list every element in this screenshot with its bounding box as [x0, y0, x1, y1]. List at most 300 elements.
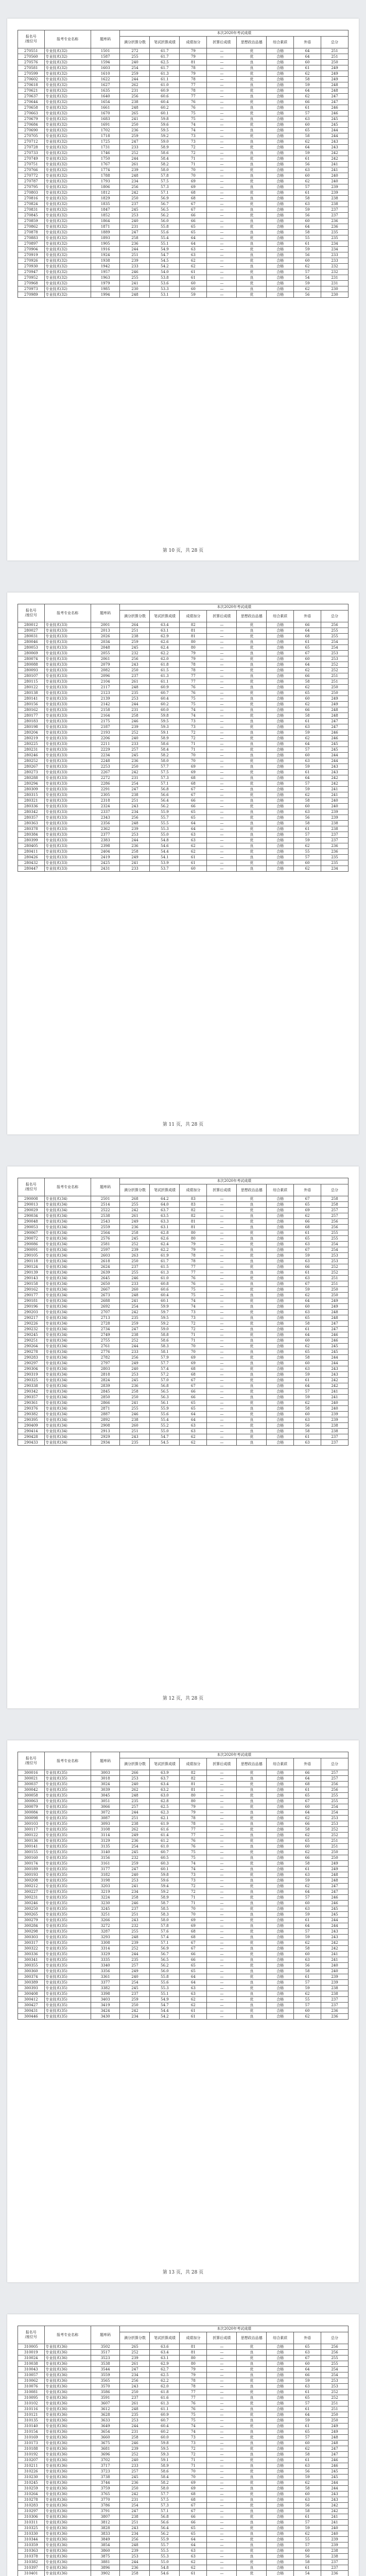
cell-score: 优: [237, 1816, 267, 1821]
cell-exam-no: 310359: [18, 2543, 45, 2548]
cell-score: —: [207, 622, 237, 628]
cell-score: 合格: [267, 2486, 294, 2492]
cell-major-name: 专业技术(34): [44, 1202, 91, 1208]
cell-score: 238: [321, 1429, 348, 1434]
cell-score: 54.2: [150, 264, 180, 269]
cell-score: 268: [120, 1196, 150, 1202]
cell-score: 63: [180, 1423, 207, 1429]
cell-score: 58: [294, 2486, 321, 2492]
cell-score: 72: [180, 1889, 207, 1895]
cell-bank-code: 2871: [91, 1406, 120, 1412]
cell-score: 242: [321, 2503, 348, 2509]
cell-score: —: [207, 1349, 237, 1355]
cell-exam-no: 280069: [18, 651, 45, 656]
cell-score: 良: [237, 1912, 267, 1918]
cell-score: 合格: [267, 741, 294, 747]
cell-score: —: [207, 1344, 237, 1349]
cell-major-name: 专业技术(36): [44, 2441, 91, 2446]
table-row: [18, 1804, 348, 1810]
cell-score: 良: [237, 1406, 267, 1412]
table-row: [18, 804, 348, 809]
cell-score: 64: [294, 54, 321, 60]
cell-major-name: 专业技术(32): [44, 116, 91, 122]
cell-score: 优: [237, 247, 267, 252]
cell-score: 优: [237, 679, 267, 685]
cell-bank-code: 2824: [91, 1378, 120, 1383]
cell-bank-code: 3266: [91, 1918, 120, 1923]
cell-major-name: 专业技术(36): [44, 2548, 91, 2554]
cell-major-name: 专业技术(35): [44, 2008, 91, 2014]
cell-score: 优: [237, 1355, 267, 1361]
header-sub-column: 笔试折算成绩: [150, 1758, 180, 1770]
cell-score: 251: [321, 1838, 348, 1844]
cell-score: 合格: [267, 230, 294, 235]
cell-score: 237: [321, 2565, 348, 2571]
cell-score: 245: [321, 1349, 348, 1355]
cell-major-name: 专业技术(33): [44, 781, 91, 787]
cell-score: 241: [321, 167, 348, 173]
cell-score: 良: [237, 1361, 267, 1366]
cell-bank-code: 2286: [91, 781, 120, 787]
cell-bank-code: 2123: [91, 690, 120, 696]
cell-score: 239: [120, 167, 150, 173]
cell-score: 良: [237, 2441, 267, 2446]
cell-score: 优: [237, 122, 267, 128]
cell-score: 78: [180, 2378, 207, 2384]
cell-score: 72: [180, 2452, 207, 2458]
cell-score: 合格: [267, 1327, 294, 1332]
cell-score: 70: [180, 758, 207, 764]
cell-exam-no: 310062: [18, 2378, 45, 2384]
table-row: [18, 2554, 348, 2560]
cell-exam-no: 270878: [18, 230, 45, 235]
cell-score: 54.5: [150, 1440, 180, 1446]
cell-exam-no: 290304: [18, 1366, 45, 1372]
cell-major-name: 专业技术(36): [44, 2537, 91, 2543]
table-row: [18, 634, 348, 639]
cell-score: 71: [180, 2458, 207, 2463]
cell-exam-no: 280122: [18, 685, 45, 690]
table-row: [18, 702, 348, 707]
cell-exam-no: 310264: [18, 2492, 45, 2497]
cell-score: 252: [120, 1338, 150, 1344]
cell-exam-no: 300122: [18, 1833, 45, 1838]
cell-score: 64: [294, 145, 321, 150]
cell-exam-no: 310397: [18, 2565, 45, 2571]
cell-score: 254: [321, 639, 348, 645]
cell-score: 65: [180, 815, 207, 821]
cell-score: 合格: [267, 849, 294, 855]
cell-score: 66: [180, 1389, 207, 1395]
cell-bank-code: 3287: [91, 1929, 120, 1935]
cell-score: 62: [294, 1293, 321, 1298]
cell-score: 良: [237, 275, 267, 281]
cell-major-name: 专业技术(35): [44, 1957, 91, 1963]
cell-score: 56.5: [150, 207, 180, 213]
cell-bank-code: 2248: [91, 758, 120, 764]
cell-score: 65: [180, 230, 207, 235]
cell-score: 255: [120, 1202, 150, 1208]
cell-score: 57.2: [150, 1372, 180, 1378]
cell-score: 57: [294, 111, 321, 116]
cell-score: 合格: [267, 1276, 294, 1281]
cell-score: 合格: [267, 685, 294, 690]
cell-bank-code: 2624: [91, 1264, 120, 1270]
cell-bank-code: 3308: [91, 1940, 120, 1946]
cell-exam-no: 280046: [18, 639, 45, 645]
cell-score: 良: [237, 1878, 267, 1884]
cell-score: 239: [120, 1940, 150, 1946]
cell-score: 76: [180, 105, 207, 111]
header-bank-code: 题库码: [91, 2326, 120, 2344]
cell-bank-code: 3093: [91, 1821, 120, 1827]
cell-score: 60: [294, 2548, 321, 2554]
cell-score: —: [207, 94, 237, 99]
cell-score: 76: [180, 99, 207, 105]
cell-score: —: [207, 821, 237, 826]
cell-score: 合格: [267, 628, 294, 634]
cell-score: —: [207, 651, 237, 656]
cell-score: 78: [180, 662, 207, 668]
cell-major-name: 专业技术(32): [44, 292, 91, 298]
cell-score: 236: [120, 241, 150, 247]
table-row: [18, 286, 348, 292]
table-row: [18, 753, 348, 758]
table-row: [18, 71, 348, 77]
cell-score: 64: [294, 775, 321, 781]
cell-score: —: [207, 634, 237, 639]
cell-score: 237: [321, 1440, 348, 1446]
cell-major-name: 专业技术(32): [44, 230, 91, 235]
cell-major-name: 专业技术(34): [44, 1236, 91, 1242]
cell-major-name: 专业技术(36): [44, 2452, 91, 2458]
cell-score: 良: [237, 628, 267, 634]
cell-score: 80: [180, 645, 207, 651]
cell-score: —: [207, 2441, 237, 2446]
cell-score: —: [207, 218, 237, 224]
cell-bank-code: 3744: [91, 2480, 120, 2486]
cell-score: 248: [120, 1793, 150, 1799]
cell-score: 64: [180, 2543, 207, 2548]
cell-score: 62.9: [150, 634, 180, 639]
table-row: [18, 1827, 348, 1833]
cell-score: 63: [294, 1259, 321, 1264]
cell-score: 62: [294, 685, 321, 690]
cell-major-name: 专业技术(32): [44, 190, 91, 196]
cell-score: 62: [294, 139, 321, 145]
table-row: [18, 2350, 348, 2355]
cell-score: 优: [237, 1400, 267, 1406]
cell-bank-code: 2377: [91, 832, 120, 838]
cell-score: 优: [237, 1827, 267, 1833]
cell-score: 261: [120, 1213, 150, 1219]
cell-major-name: 专业技术(33): [44, 702, 91, 707]
cell-score: 79: [180, 2372, 207, 2378]
table-row: [18, 258, 348, 264]
cell-exam-no: 290105: [18, 1253, 45, 1259]
cell-score: 优: [237, 269, 267, 275]
table-row: [18, 1270, 348, 1276]
cell-score: 合格: [267, 832, 294, 838]
page-footer: 第 10 页，共 28 页: [162, 548, 204, 553]
cell-score: 71: [180, 1895, 207, 1901]
cell-exam-no: 270684: [18, 122, 45, 128]
cell-score: 合格: [267, 730, 294, 736]
header-bank-code: 题库码: [91, 604, 120, 622]
cell-major-name: 专业技术(36): [44, 2418, 91, 2424]
cell-score: 63.4: [150, 1782, 180, 1787]
cell-score: 230: [321, 292, 348, 298]
cell-score: 57: [294, 1929, 321, 1935]
cell-score: 237: [321, 1997, 348, 2003]
cell-score: 242: [120, 2492, 150, 2497]
cell-score: 合格: [267, 122, 294, 128]
cell-exam-no: 310043: [18, 2367, 45, 2372]
header-sub-column: 外语: [294, 2332, 321, 2344]
cell-exam-no: 310363: [18, 2548, 45, 2554]
cell-score: 62: [294, 2014, 321, 2020]
cell-score: 245: [120, 1378, 150, 1383]
cell-score: 57.8: [150, 1923, 180, 1929]
cell-score: 238: [321, 2554, 348, 2560]
cell-major-name: 专业技术(36): [44, 2367, 91, 2372]
cell-score: 61.0: [150, 82, 180, 88]
cell-score: 61.9: [150, 1821, 180, 1827]
cell-major-name: 专业技术(35): [44, 1906, 91, 1912]
score-table: [18, 2326, 348, 2576]
cell-exam-no: 290376: [18, 1406, 45, 1412]
cell-bank-code: 3544: [91, 2367, 120, 2372]
cell-score: 55.3: [150, 1986, 180, 1991]
cell-score: 249: [321, 2424, 348, 2429]
cell-bank-code: 3335: [91, 1957, 120, 1963]
cell-score: 244: [321, 2480, 348, 2486]
cell-exam-no: 290217: [18, 1315, 45, 1321]
cell-score: 76: [180, 1281, 207, 1287]
table-row: [18, 1208, 348, 1213]
cell-major-name: 专业技术(34): [44, 1225, 91, 1230]
cell-score: 良: [237, 184, 267, 190]
cell-exam-no: 280426: [18, 855, 45, 860]
cell-score: 优: [237, 1861, 267, 1867]
cell-score: 优: [237, 54, 267, 60]
cell-score: —: [207, 1242, 237, 1247]
cell-score: —: [207, 1940, 237, 1946]
cell-score: 65: [294, 1793, 321, 1799]
table-row: [18, 747, 348, 753]
cell-score: 71: [180, 162, 207, 167]
table-row: [18, 1872, 348, 1878]
header-sub-column: 折算后成绩: [207, 37, 237, 48]
cell-score: 62: [294, 1884, 321, 1889]
cell-score: 54.7: [150, 252, 180, 258]
cell-score: —: [207, 2543, 237, 2548]
cell-score: —: [207, 269, 237, 275]
cell-score: 253: [120, 1878, 150, 1884]
cell-score: 合格: [267, 758, 294, 764]
cell-score: 79: [180, 651, 207, 656]
cell-score: 62: [294, 1991, 321, 1997]
cell-score: 233: [120, 866, 150, 872]
cell-bank-code: 2267: [91, 770, 120, 775]
cell-score: 57.1: [150, 781, 180, 787]
cell-score: 251: [321, 1276, 348, 1281]
cell-score: —: [207, 162, 237, 167]
cell-score: —: [207, 685, 237, 690]
cell-score: —: [207, 1304, 237, 1310]
cell-score: —: [207, 1310, 237, 1315]
cell-exam-no: 300098: [18, 1816, 45, 1821]
cell-score: 合格: [267, 207, 294, 213]
cell-score: 合格: [267, 787, 294, 792]
cell-major-name: 专业技术(32): [44, 150, 91, 156]
document-page: [7, 592, 359, 1134]
cell-score: 72: [180, 1321, 207, 1327]
cell-score: —: [207, 2424, 237, 2429]
cell-score: —: [207, 54, 237, 60]
cell-score: 256: [321, 1787, 348, 1793]
cell-score: 234: [120, 1889, 150, 1895]
cell-score: 257: [321, 1213, 348, 1219]
cell-score: 240: [321, 1969, 348, 1974]
cell-score: 69: [180, 1355, 207, 1361]
cell-score: 251: [321, 673, 348, 679]
cell-score: 244: [321, 1355, 348, 1361]
cell-bank-code: 2211: [91, 741, 120, 747]
cell-major-name: 专业技术(33): [44, 753, 91, 758]
cell-score: 良: [237, 787, 267, 792]
cell-score: 55.9: [150, 2537, 180, 2543]
cell-score: 258: [120, 713, 150, 719]
cell-exam-no: 280162: [18, 707, 45, 713]
cell-score: 258: [321, 1196, 348, 1202]
cell-score: 69: [180, 1918, 207, 1923]
cell-major-name: 专业技术(35): [44, 1884, 91, 1889]
cell-major-name: 专业技术(36): [44, 2571, 91, 2576]
cell-score: 合格: [267, 679, 294, 685]
cell-score: 60: [294, 1901, 321, 1906]
cell-score: 238: [120, 792, 150, 798]
cell-score: 258: [120, 849, 150, 855]
cell-score: 优: [237, 1287, 267, 1293]
cell-score: 62: [294, 866, 321, 872]
cell-score: 238: [321, 2548, 348, 2554]
cell-score: 61.8: [150, 2389, 180, 2395]
cell-score: 合格: [267, 843, 294, 849]
cell-score: 252: [120, 1946, 150, 1952]
cell-score: 合格: [267, 167, 294, 173]
cell-score: —: [207, 1929, 237, 1935]
cell-score: 81: [180, 1787, 207, 1793]
cell-score: 59: [294, 82, 321, 88]
cell-bank-code: 1670: [91, 111, 120, 116]
table-row: [18, 2463, 348, 2469]
cell-score: 255: [120, 54, 150, 60]
table-row: [18, 1816, 348, 1821]
cell-score: 58.9: [150, 145, 180, 150]
header-score-group: 本次2020年考试成绩: [120, 604, 348, 611]
cell-bank-code: 2688: [91, 1298, 120, 1304]
cell-score: 61: [294, 1974, 321, 1980]
cell-score: 54: [294, 275, 321, 281]
cell-score: 234: [120, 2531, 150, 2537]
cell-score: —: [207, 1315, 237, 1321]
cell-exam-no: 300303: [18, 1935, 45, 1940]
cell-bank-code: 1691: [91, 122, 120, 128]
cell-score: 242: [321, 156, 348, 162]
cell-score: —: [207, 628, 237, 634]
cell-score: 56.2: [150, 2531, 180, 2537]
cell-score: 70: [180, 2469, 207, 2475]
cell-score: 251: [321, 2401, 348, 2406]
cell-score: 57.0: [150, 1378, 180, 1383]
cell-score: 61.7: [150, 1259, 180, 1264]
table-row: [18, 758, 348, 764]
cell-score: 265: [120, 2344, 150, 2350]
cell-score: 良: [237, 651, 267, 656]
table-row: [18, 1923, 348, 1929]
cell-score: 241: [321, 162, 348, 167]
cell-major-name: 专业技术(33): [44, 775, 91, 781]
cell-score: 合格: [267, 2378, 294, 2384]
cell-score: 248: [321, 2441, 348, 2446]
document-page: [7, 19, 359, 561]
cell-score: 235: [321, 855, 348, 860]
cell-score: 合格: [267, 2389, 294, 2395]
cell-score: 56.3: [150, 1395, 180, 1400]
cell-score: 62: [294, 736, 321, 741]
cell-score: 67: [294, 1247, 321, 1253]
table-row: [18, 1276, 348, 1281]
cell-score: 优: [237, 213, 267, 218]
cell-score: —: [207, 804, 237, 809]
cell-score: 250: [120, 2003, 150, 2008]
cell-score: —: [207, 1298, 237, 1304]
cell-score: 合格: [267, 838, 294, 843]
cell-score: 256: [120, 2537, 150, 2543]
cell-score: 良: [237, 2361, 267, 2367]
table-row: [18, 809, 348, 815]
cell-score: 优: [237, 1208, 267, 1213]
cell-exam-no: 280156: [18, 702, 45, 707]
cell-bank-code: 2639: [91, 1270, 120, 1276]
cell-score: 239: [321, 815, 348, 821]
cell-score: —: [207, 1412, 237, 1417]
cell-bank-code: 1731: [91, 145, 120, 150]
cell-score: 优: [237, 1378, 267, 1383]
cell-score: 62: [294, 1940, 321, 1946]
cell-exam-no: 270712: [18, 139, 45, 145]
cell-score: 240: [321, 1963, 348, 1969]
cell-score: 合格: [267, 213, 294, 218]
cell-score: 238: [321, 1423, 348, 1429]
cell-major-name: 专业技术(32): [44, 71, 91, 77]
cell-major-name: 专业技术(32): [44, 269, 91, 275]
cell-score: 合格: [267, 2565, 294, 2571]
cell-score: 良: [237, 1372, 267, 1378]
cell-score: 75: [180, 1855, 207, 1861]
cell-score: 256: [321, 1219, 348, 1225]
cell-score: —: [207, 2509, 237, 2514]
cell-score: 合格: [267, 2429, 294, 2435]
cell-score: —: [207, 1884, 237, 1889]
table-row: [18, 2497, 348, 2503]
cell-score: 59.2: [150, 133, 180, 139]
cell-exam-no: 310024: [18, 2355, 45, 2361]
cell-score: 合格: [267, 1440, 294, 1446]
cell-score: 55.3: [150, 826, 180, 832]
cell-score: 78: [180, 1816, 207, 1821]
